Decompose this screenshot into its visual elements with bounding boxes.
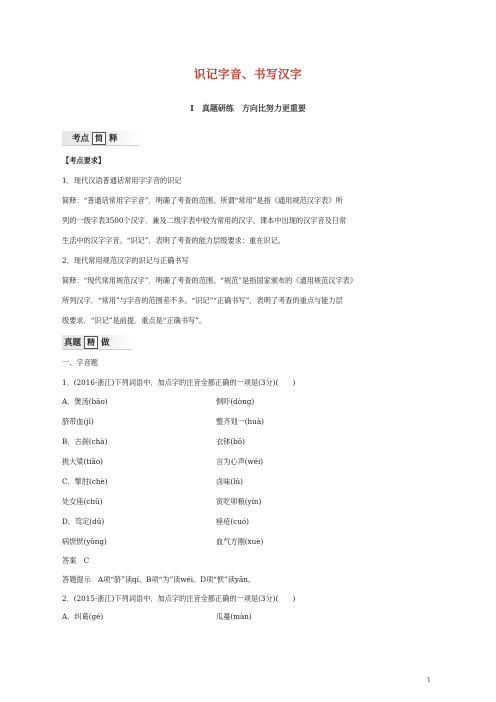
q1-option-right: 寅吃卯粮(yín) [216,497,262,506]
point-2-line: 所列汉字．“常用”与字音的范围差不多。“识记”“正确书写”．表明了考查的重点与能力层 [62,296,343,305]
q1-option-left: 处女座(chǔ) [62,497,103,506]
section-badge-zhenti [62,335,132,350]
point-1-line: 列的一级字表3500个汉字．兼及二级字表中较为常用的汉字、课本中出现的汉字音及日常 [62,216,347,225]
q1-option-right: 痤疮(cuó) [216,517,249,526]
q1-option-right: 整齐划一(huà) [216,417,264,426]
q2-option-left: A．纠葛(gé) [62,612,104,621]
q1-option-right: 卤味(lǔ) [216,477,243,486]
point-2-title: 2．现代常用规范汉字的识记与正确书写 [62,256,189,265]
q1-option-left: 病恹恹(yōng) [62,537,107,546]
subtitle-text: 真题研练 方向比努力更重要 [201,103,306,113]
q1-option-right: 恫吓(dòng) [216,397,255,406]
q1-option-left: C．掣肘(chè) [62,477,108,486]
subtitle-numeral: Ⅰ [190,103,194,113]
badge-kaodian-box: 简 [92,132,106,145]
question-1-stem: 1．(2016·浙江)下列词语中．加点字的注音全都正确的一项是(3分)( ) [62,378,296,387]
badge-kaodian-prefix: 考点 [72,134,90,144]
section-badge-kaodian [62,131,140,146]
question-2-stem: 2．(2015·浙江)下列词语中．加点字的注音全都正确的一项是(3分)( ) [62,594,296,603]
point-1-title: 1．现代汉语普通话常用字字音的识记 [62,176,182,185]
point-2-line: 级要求．“识记”是前提．重点是“正确书写”。 [62,316,207,325]
badge-zhenti-box: 精 [84,336,98,349]
q1-option-left: 脐带血(jì) [62,417,94,426]
q1-option-left: A．煲汤(bāo) [62,397,108,406]
q2-option-right: 瓜蔓(màn) [216,612,252,621]
q1-answer: 答案 C [62,556,90,565]
q1-option-right: 衣钵(bō) [216,437,245,446]
badge-zhenti-suffix: 做 [101,338,110,348]
badge-kaodian-suffix: 释 [109,134,118,144]
page-number: 1 [427,677,431,684]
page-title: 识记字音、书写汉字 [194,67,302,81]
q1-option-left: B．古刹(chà) [62,437,108,446]
q1-option-left: 挑大梁(tiāo) [62,457,103,466]
q1-option-right: 血气方刚(xuè) [216,537,264,546]
requirements-label: 【考点要求】 [62,156,106,165]
q1-hint: 答题提示 A项“脐”读qí。B项“为”读wéi。D项“恹”读yān。 [62,575,256,584]
point-2-line: 简释：“现代常用规范汉字”．明确了考查的范围。“规范”是指国家颁布的《通用规范汉字表》 [62,276,358,285]
q1-option-right: 言为心声(wéi) [216,457,264,466]
badge-zhenti-prefix: 真题 [64,338,82,348]
point-1-line: 简释：“普通话常用字字音”．明确了考查的范围。所谓“常用”是指《通用规范汉字表》所 [62,196,343,205]
section-subtitle [0,103,496,114]
point-1-line: 生活中的汉字字音。“识记”．表明了考查的能力层级要求：重在识记。 [62,236,285,245]
question-type-heading: 一、字音题 [62,358,98,367]
q1-option-left: D．笃定(dǔ) [62,517,105,526]
